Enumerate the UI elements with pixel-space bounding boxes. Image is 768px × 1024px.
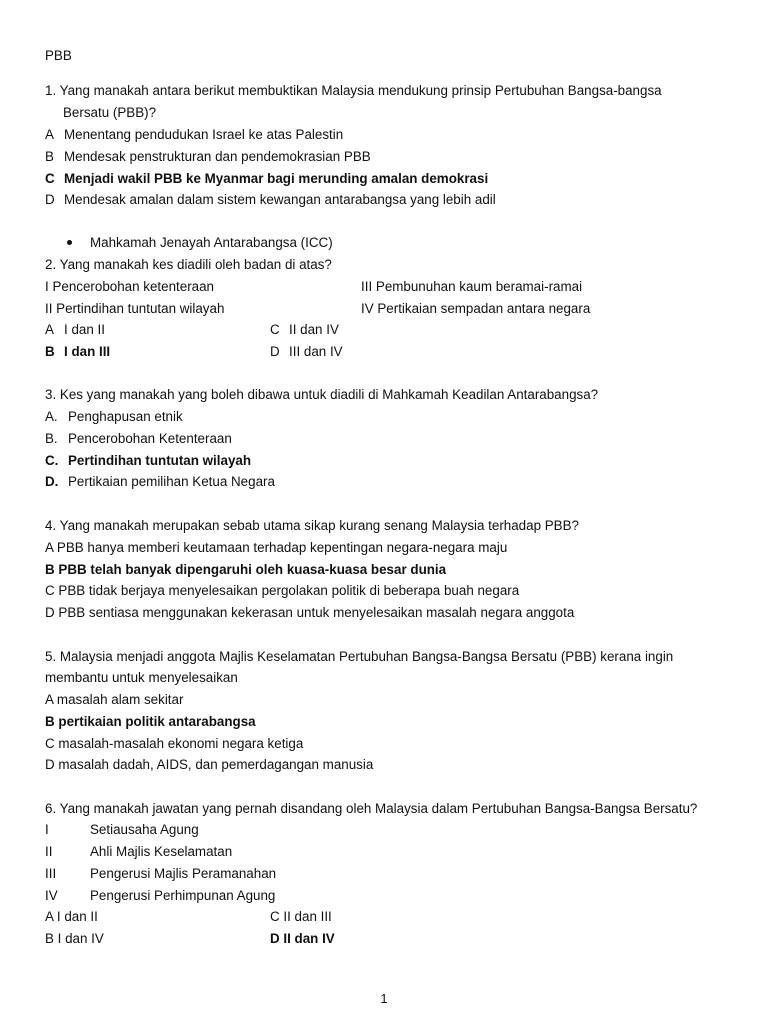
q3-option-d-text: Pertikaian pemilihan Ketua Negara (68, 474, 275, 489)
q5-option-a: A masalah alam sekitar (45, 692, 184, 707)
q2-option-b-letter: B (45, 344, 55, 359)
q1-question-line2: Bersatu (PBB)? (63, 105, 157, 120)
q2-bullet-text: Mahkamah Jenayah Antarabangsa (ICC) (90, 235, 333, 250)
q3-question: 3. Kes yang manakah yang boleh dibawa untuk diadili di Mahkamah Keadilan Antarabangsa? (45, 387, 599, 402)
q2-option-b (45, 343, 111, 361)
q6-item-i-text: Setiausaha Agung (90, 822, 199, 837)
q1-question-line1: 1. Yang manakah antara berikut membuktikan Malaysia mendukung prinsip Pertubuhan Bangsa-bangsa (45, 83, 662, 98)
q3-option-b (45, 430, 232, 448)
q5-question-line1: 5. Malaysia menjadi anggota Majlis Keselamatan Pertubuhan Bangsa-Bangsa Bersatu (PBB) kerana ingin (45, 649, 674, 664)
q2-option-c-text: II dan IV (289, 322, 339, 337)
q3-option-c-text: Pertindihan tuntutan wilayah (68, 453, 252, 468)
q1-option-b-letter: B (45, 149, 54, 164)
q6-item-iv (45, 887, 276, 905)
q4-option-c: C PBB tidak berjaya menyelesaikan pergolakan politik di beberapa buah negara (45, 583, 520, 598)
q6-item-i (45, 821, 199, 839)
q2-option-b-text: I dan III (64, 344, 111, 359)
q4-option-a: A PBB hanya memberi keutamaan terhadap kepentingan negara-negara maju (45, 540, 508, 555)
q1-option-b-text: Mendesak penstrukturan dan pendemokrasian PBB (64, 149, 371, 164)
q3-option-a (45, 408, 183, 426)
q2-question: 2. Yang manakah kes diadili oleh badan di atas? (45, 257, 332, 272)
q1-option-a-letter: A (45, 127, 54, 142)
q1-option-a-text: Menentang pendudukan Israel ke atas Palestin (64, 127, 344, 142)
q2-option-a (45, 321, 105, 339)
q1-option-c-letter: C (45, 171, 55, 186)
q2-option-d (270, 343, 343, 361)
page-number: 1 (380, 991, 388, 1006)
q1-option-b (45, 148, 371, 166)
q6-item-ii-num: II (45, 844, 53, 859)
q3-option-a-letter: A. (45, 409, 58, 424)
bullet-icon (67, 240, 72, 245)
q4-option-d: D PBB sentiasa menggunakan kekerasan untuk menyelesaikan masalah negara anggota (45, 605, 575, 620)
q5-question-line2: membantu untuk menyelesaikan (45, 670, 238, 685)
q1-option-d-text: Mendesak amalan dalam sistem kewangan antarabangsa yang lebih adil (64, 192, 496, 207)
q1-option-a (45, 126, 344, 144)
q6-option-c: C II dan III (270, 909, 332, 924)
q1-option-d-letter: D (45, 192, 55, 207)
q2-item-iii: III Pembunuhan kaum beramai-ramai (361, 279, 583, 294)
page-title: PBB (45, 48, 72, 63)
q2-item-i: I Pencerobohan ketenteraan (45, 279, 214, 294)
q2-option-c-letter: C (270, 322, 280, 337)
q6-item-ii-text: Ahli Majlis Keselamatan (90, 844, 233, 859)
q6-item-iv-text: Pengerusi Perhimpunan Agung (90, 888, 276, 903)
q2-option-d-letter: D (270, 344, 280, 359)
q6-question: 6. Yang manakah jawatan yang pernah disandang oleh Malaysia dalam Pertubuhan Bangsa-Bangsa Bersatu? (45, 801, 698, 816)
q1-option-c-text: Menjadi wakil PBB ke Myanmar bagi merunding amalan demokrasi (64, 171, 489, 186)
q6-item-iv-num: IV (45, 888, 58, 903)
q3-option-d (45, 473, 275, 491)
q6-item-iii-text: Pengerusi Majlis Peramanahan (90, 866, 277, 881)
q3-option-c-letter: C. (45, 453, 59, 468)
q3-option-b-letter: B. (45, 431, 58, 446)
q6-option-d: D II dan IV (270, 931, 335, 946)
q3-option-d-letter: D. (45, 474, 59, 489)
q2-option-c (270, 321, 339, 339)
q2-item-ii: II Pertindihan tuntutan wilayah (45, 301, 225, 316)
q5-option-c: C masalah-masalah ekonomi negara ketiga (45, 736, 304, 751)
q2-option-a-letter: A (45, 322, 54, 337)
q2-option-d-text: III dan IV (289, 344, 343, 359)
q6-item-i-num: I (45, 822, 49, 837)
q2-option-a-text: I dan II (64, 322, 105, 337)
q1-option-c (45, 170, 489, 188)
q4-option-b: B PBB telah banyak dipengaruhi oleh kuasa-kuasa besar dunia (45, 562, 447, 577)
q3-option-a-text: Penghapusan etnik (68, 409, 183, 424)
q5-option-b: B pertikaian politik antarabangsa (45, 714, 256, 729)
q2-item-iv: IV Pertikaian sempadan antara negara (361, 301, 591, 316)
q6-option-a: A I dan II (45, 909, 98, 924)
q3-option-b-text: Pencerobohan Ketenteraan (68, 431, 232, 446)
q3-option-c (45, 452, 252, 470)
q6-item-iii-num: III (45, 866, 57, 881)
q5-option-d: D masalah dadah, AIDS, dan pemerdagangan manusia (45, 757, 374, 772)
q6-item-iii (45, 865, 277, 883)
q6-option-b: B I dan IV (45, 931, 104, 946)
q6-item-ii (45, 843, 233, 861)
q1-option-d (45, 191, 496, 209)
q4-question: 4. Yang manakah merupakan sebab utama sikap kurang senang Malaysia terhadap PBB? (45, 518, 579, 533)
